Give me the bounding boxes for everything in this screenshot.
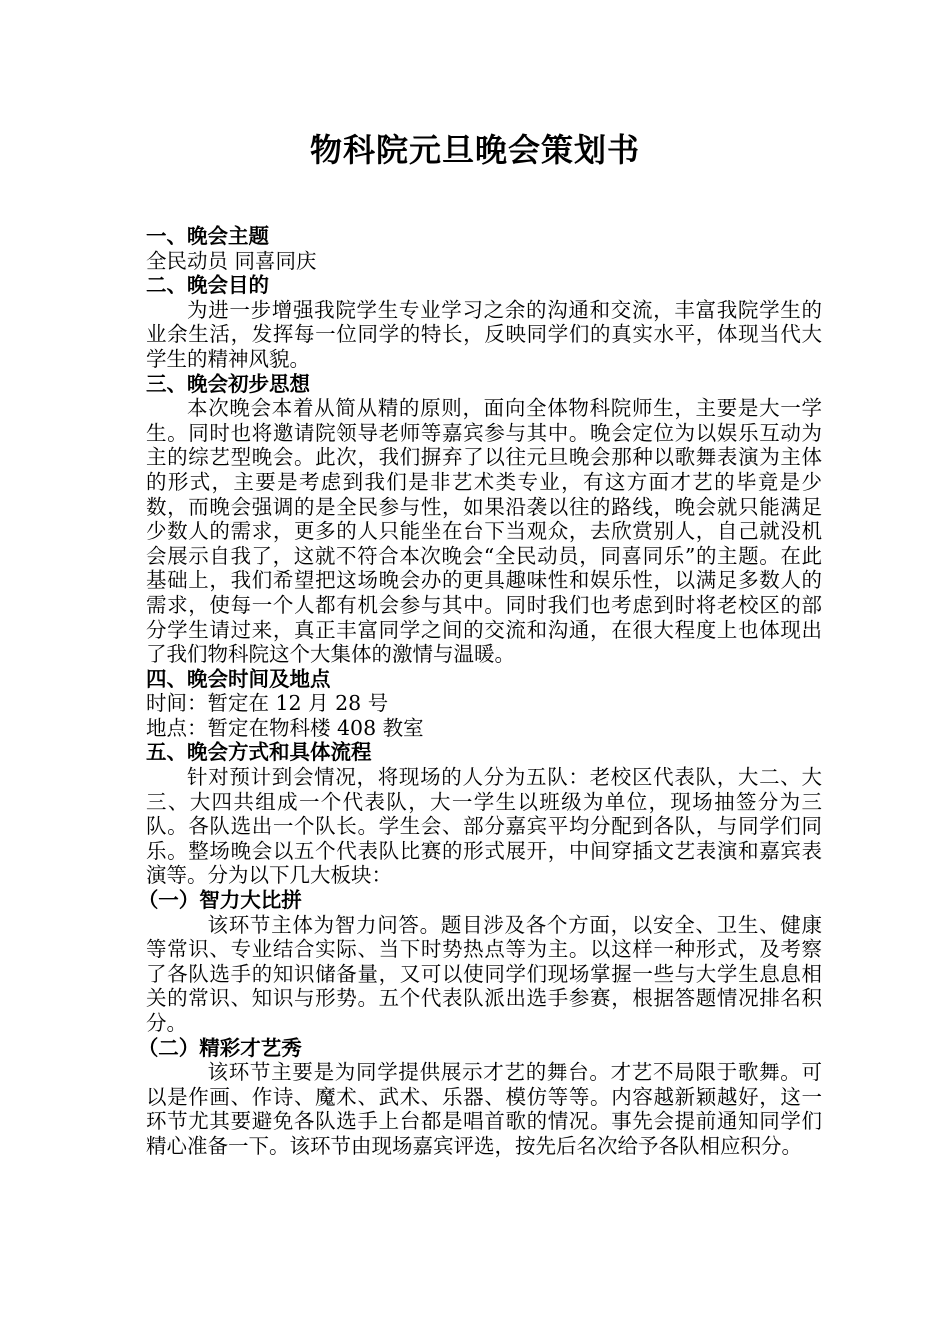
section-heading-time-place: 四、晚会时间及地点 xyxy=(146,666,331,691)
section-body-purpose: 为进一步增强我院学生专业学习之余的沟通和交流，丰富我院学生的业余生活，发挥每一位同学的特长，反映同学们的真实水平，体现当代大学生的精神风貌。 xyxy=(146,297,822,371)
section-body-concept: 本次晚会本着从简从精的原则，面向全体物科院师生，主要是大一学生。同时也将邀请院领导老师等嘉宾参与其中。晚会定位为以娱乐互动为主的综艺型晚会。此次，我们摒弃了以往元旦晚会那种以歌舞表演为主体的形式，主要是考虑到我们是非艺术类专业，有这方面才艺的毕竟是少数，而晚会强调的是全民参与性，如果沿袭以往的路线，晚会就只能满足少数人的需求，更多的人只能坐在台下当观众，去欣赏别人，自己就没机会展示自我了，这就不符合本次晚会“全民动员，同喜同乐”的主题。在此基础上，我们希望把这场晚会办的更具趣味性和娱乐性，以满足多数人的需求，使每一个人都有机会参与其中。同时我们也考虑到时将老校区的部分学生请过来，真正丰富同学之间的交流和沟通，在很大程度上也体现出了我们物科院这个大集体的激情与温暖。 xyxy=(146,396,822,667)
section-heading-purpose: 二、晚会目的 xyxy=(146,273,269,298)
subsection-heading-quiz: （一）智力大比拼 xyxy=(137,888,302,913)
section-heading-concept: 三、晚会初步思想 xyxy=(146,371,310,396)
section-body-format: 针对预计到会情况，将现场的人分为五队：老校区代表队，大二、大三、大四共组成一个代表队，大一学生以班级为单位，现场抽签分为三队。各队选出一个队长。学生会、部分嘉宾平均分配到各队，与同学们同乐。整场晚会以五个代表队比赛的形式展开，中间穿插文艺表演和嘉宾表演等。分为以下几大板块： xyxy=(146,765,822,888)
event-place: 地点：暂定在物科楼 408 教室 xyxy=(146,715,424,740)
section-heading-theme: 一、晚会主题 xyxy=(146,224,269,248)
subsection-body-talent: 该环节主要是为同学提供展示才艺的舞台。才艺不局限于歌舞。可以是作画、作诗、魔术、武术、乐器、模仿等等。内容越新颖越好，这一环节尤其要避免各队选手上台都是唱首歌的情况。事先会提前通知同学们精心准备一下。该环节由现场嘉宾评选，按先后名次给予各队相应积分。 xyxy=(146,1060,822,1158)
section-heading-format: 五、晚会方式和具体流程 xyxy=(146,740,372,765)
subsection-body-quiz: 该环节主体为智力问答。题目涉及各个方面，以安全、卫生、健康等常识、专业结合实际、当下时势热点等为主。以这样一种形式，及考察了各队选手的知识储备量，又可以使同学们现场掌握一些与大学生息息相关的常识、知识与形势。五个代表队派出选手参赛，根据答题情况排名积分。 xyxy=(146,912,822,1035)
subsection-heading-talent: （二）精彩才艺秀 xyxy=(137,1035,302,1060)
document-body xyxy=(137,224,822,1159)
document-title: 物科院元旦晚会策划书 xyxy=(309,131,640,169)
section-body-theme: 全民动员 同喜同庆 xyxy=(146,248,317,273)
event-time: 时间：暂定在 12 月 28 号 xyxy=(146,691,389,716)
